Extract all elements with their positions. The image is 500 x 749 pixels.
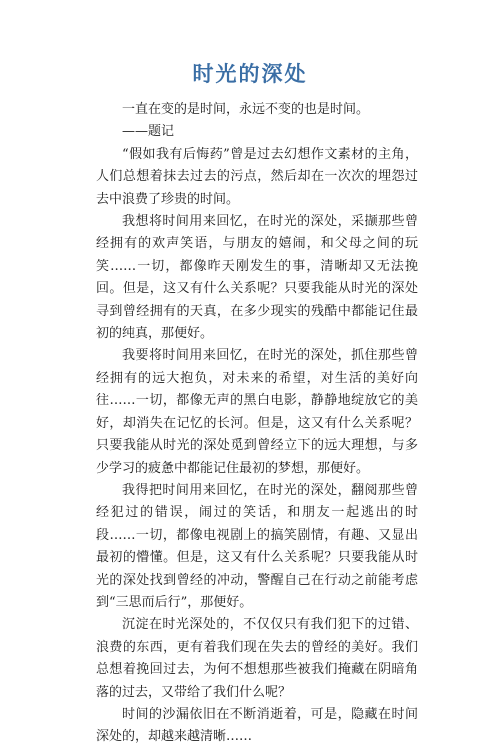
paragraph: 我想将时间用来回忆，在时光的深处，采撷那些曾经拥有的欢声笑语，与朋友的嬉闹，和父母之间的玩笑……一切，都像昨天刚发生的事，清晰却又无法挽回。但是，这又有什么关系呢？只要我能从时光的深处寻到曾经拥有的天真，在多少现实的残酷中都能记住最初的纯真，那便好。 [96,214,418,342]
paragraph: 我得把时间用来回忆，在时光的深处，翻阅那些曾经犯过的错误，闹过的笑话，和朋友一起逃出的时段……一切，都像电视剧上的搞笑剧情，有趣、又显出最初的懵懂。但是，这又有什么关系呢？只要我能从时光的深处找到曾经的冲动，警醒自己在行动之前能考虑到“三思而后行”，那便好。 [96,482,418,610]
paragraph: 沉淀在时光深处的，不仅仅只有我们犯下的过错、浪费的东西，更有着我们现在失去的曾经的美好。我们总想着挽回过去，为何不想想那些被我们掩藏在阴暗角落的过去，又带给了我们什么呢？ [96,617,418,700]
epigraph-attribution: ——题记 [122,124,175,140]
paragraph: 时间的沙漏依旧在不断消逝着，可是，隐藏在时间深处的，却越来越清晰…… [96,706,418,745]
epigraph: 一直在变的是时间，永远不变的也是时间。 [122,102,370,117]
paragraph: 我要将时间用来回忆，在时光的深处，抓住那些曾经拥有的远大抱负，对未来的希望，对生活的美好向往……一切，都像无声的黑白电影，静静地绽放它的美好，却消失在记忆的长河。但是，这又有什么关系呢？只要我能从时光的深处觅到曾经立下的远大理想，与多少学习的疲惫中都能记住最初的梦想，那便好。 [96,348,418,476]
document-body [96,99,418,749]
paragraph: “假如我有后悔药”曾是过去幻想作文素材的主角，人们总想着抹去过去的污点，然后却在一次次的埋怨过去中浪费了珍贵的时间。 [96,146,418,207]
document-title: 时光的深处 [192,62,308,86]
